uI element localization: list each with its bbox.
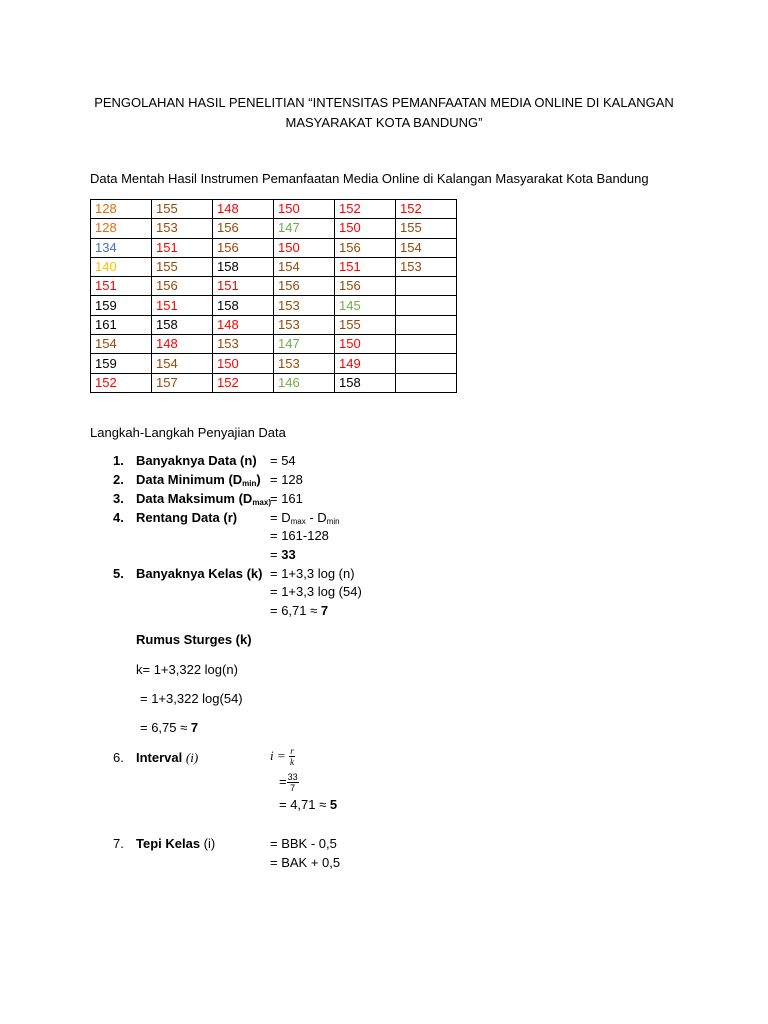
table-cell: 151 xyxy=(152,296,213,315)
table-cell: 150 xyxy=(335,219,396,238)
table-row xyxy=(91,238,457,257)
table-cell: 151 xyxy=(335,257,396,276)
table-cell: 153 xyxy=(213,335,274,354)
step-7-value-1: = BBK - 0,5 xyxy=(270,836,337,851)
table-cell: 156 xyxy=(335,238,396,257)
step-2-label: Data Minimum $(D_{min})$ xyxy=(136,472,261,488)
table-cell: 153 xyxy=(274,315,335,334)
table-cell: 147 xyxy=(274,335,335,354)
table-cell: 154 xyxy=(91,335,152,354)
table-cell xyxy=(396,277,457,296)
table-cell: 156 xyxy=(335,277,396,296)
step-1-value: = 54 xyxy=(270,453,296,468)
table-cell: 151 xyxy=(213,277,274,296)
step-2-number: 2. xyxy=(113,472,124,487)
table-row xyxy=(91,354,457,373)
table-cell xyxy=(396,315,457,334)
step-6-substitution: = $\frac{33}{7}$ xyxy=(279,772,298,793)
table-cell: 153 xyxy=(396,257,457,276)
table-cell xyxy=(396,354,457,373)
step-2-value: = 128 xyxy=(270,472,303,487)
table-cell: 158 xyxy=(213,296,274,315)
table-cell: 161 xyxy=(91,315,152,334)
step-7-value-2: = BAK + 0,5 xyxy=(270,855,341,870)
step-3-value: = 161 xyxy=(270,491,303,506)
step-5-value-2: = 1+3,3 log (54) xyxy=(270,584,362,599)
table-cell: 159 xyxy=(91,354,152,373)
table-cell: 152 xyxy=(335,200,396,219)
table-cell: 155 xyxy=(152,200,213,219)
sturges-line-1: k= 1+3,322 log(n) xyxy=(136,662,238,677)
table-cell: 150 xyxy=(335,335,396,354)
table-cell xyxy=(396,296,457,315)
table-cell: 158 xyxy=(335,373,396,392)
step-4-value-1: = $D_{max} - D_{min}$ xyxy=(270,510,340,526)
table-cell: 158 xyxy=(213,257,274,276)
table-row xyxy=(91,296,457,315)
table-cell: 155 xyxy=(396,219,457,238)
table-cell: 157 xyxy=(152,373,213,392)
sturges-line-3: = 6,75 ≈ 7 xyxy=(140,720,199,735)
table-cell: 156 xyxy=(152,277,213,296)
table-cell: 150 xyxy=(274,238,335,257)
step-3-number: 3. xyxy=(113,491,124,506)
step-4-value-3: = 33 xyxy=(270,547,296,562)
step-7-label: Tepi Kelas (i) xyxy=(136,836,216,851)
table-row xyxy=(91,335,457,354)
table-row xyxy=(91,277,457,296)
table-cell: 151 xyxy=(91,277,152,296)
table-cell: 151 xyxy=(152,238,213,257)
table-cell: 128 xyxy=(91,200,152,219)
table-cell: 152 xyxy=(91,373,152,392)
table-cell: 148 xyxy=(152,335,213,354)
step-5-value-3: = 6,71 ≈ 7 xyxy=(270,603,329,618)
table-cell: 128 xyxy=(91,219,152,238)
table-cell: 154 xyxy=(396,238,457,257)
sturges-heading: Rumus Sturges (k) xyxy=(136,632,252,647)
step-1-number: 1. xyxy=(113,453,124,468)
table-cell: 148 xyxy=(213,315,274,334)
table-cell: 153 xyxy=(274,354,335,373)
table-row xyxy=(91,257,457,276)
table-cell: 140 xyxy=(91,257,152,276)
table-cell: 155 xyxy=(152,257,213,276)
step-3-label: Data Maksimum ($D_{max)}$ xyxy=(136,491,271,507)
table-cell: 156 xyxy=(213,238,274,257)
step-6-formula: i = $\frac{r}{k}$ xyxy=(270,746,295,767)
table-cell: 154 xyxy=(274,257,335,276)
step-4-label: Rentang Data (r) xyxy=(136,510,238,525)
table-cell: 155 xyxy=(335,315,396,334)
table-cell: 150 xyxy=(274,200,335,219)
table-cell: 145 xyxy=(335,296,396,315)
step-6-result: = 4,71 ≈ 5 xyxy=(279,797,338,812)
table-cell: 154 xyxy=(152,354,213,373)
table-cell: 153 xyxy=(152,219,213,238)
document-title-line2: MASYARAKAT KOTA BANDUNG” xyxy=(285,115,483,130)
table-cell: 147 xyxy=(274,219,335,238)
sturges-line-2: = 1+3,322 log(54) xyxy=(140,691,243,706)
table-row xyxy=(91,219,457,238)
table-cell: 150 xyxy=(213,354,274,373)
steps-heading: Langkah-Langkah Penyajian Data xyxy=(90,425,286,440)
raw-data-table xyxy=(90,199,457,393)
step-4-value-2: = 161-128 xyxy=(270,528,329,543)
step-4-number: 4. xyxy=(113,510,124,525)
step-5-value-1: = 1+3,3 log (n) xyxy=(270,566,355,581)
table-cell: 152 xyxy=(396,200,457,219)
table-cell: 148 xyxy=(213,200,274,219)
table-cell: 134 xyxy=(91,238,152,257)
table-cell: 153 xyxy=(274,296,335,315)
step-1-label: Banyaknya Data (n) xyxy=(136,453,257,468)
table-cell: 146 xyxy=(274,373,335,392)
table-cell: 152 xyxy=(213,373,274,392)
table-cell: 149 xyxy=(335,354,396,373)
table-cell xyxy=(396,335,457,354)
table-cell: 158 xyxy=(152,315,213,334)
table-cell: 156 xyxy=(213,219,274,238)
table-cell xyxy=(396,373,457,392)
table-cell: 159 xyxy=(91,296,152,315)
step-6-label: Interval (i) xyxy=(136,750,199,765)
table-row xyxy=(91,373,457,392)
raw-data-heading: Data Mentah Hasil Instrumen Pemanfaatan Media Online di Kalangan Masyarakat Kota Bandung xyxy=(90,171,649,186)
step-6-number: 6. xyxy=(113,750,124,765)
step-7-number: 7. xyxy=(113,836,124,851)
table-cell: 156 xyxy=(274,277,335,296)
table-row xyxy=(91,315,457,334)
step-5-number: 5. xyxy=(113,566,124,581)
document-title-line1: PENGOLAHAN HASIL PENELITIAN “INTENSITAS PEMANFAATAN MEDIA ONLINE DI KALANGAN xyxy=(94,95,674,110)
table-row xyxy=(91,200,457,219)
step-5-label: Banyaknya Kelas (k) xyxy=(136,566,263,581)
